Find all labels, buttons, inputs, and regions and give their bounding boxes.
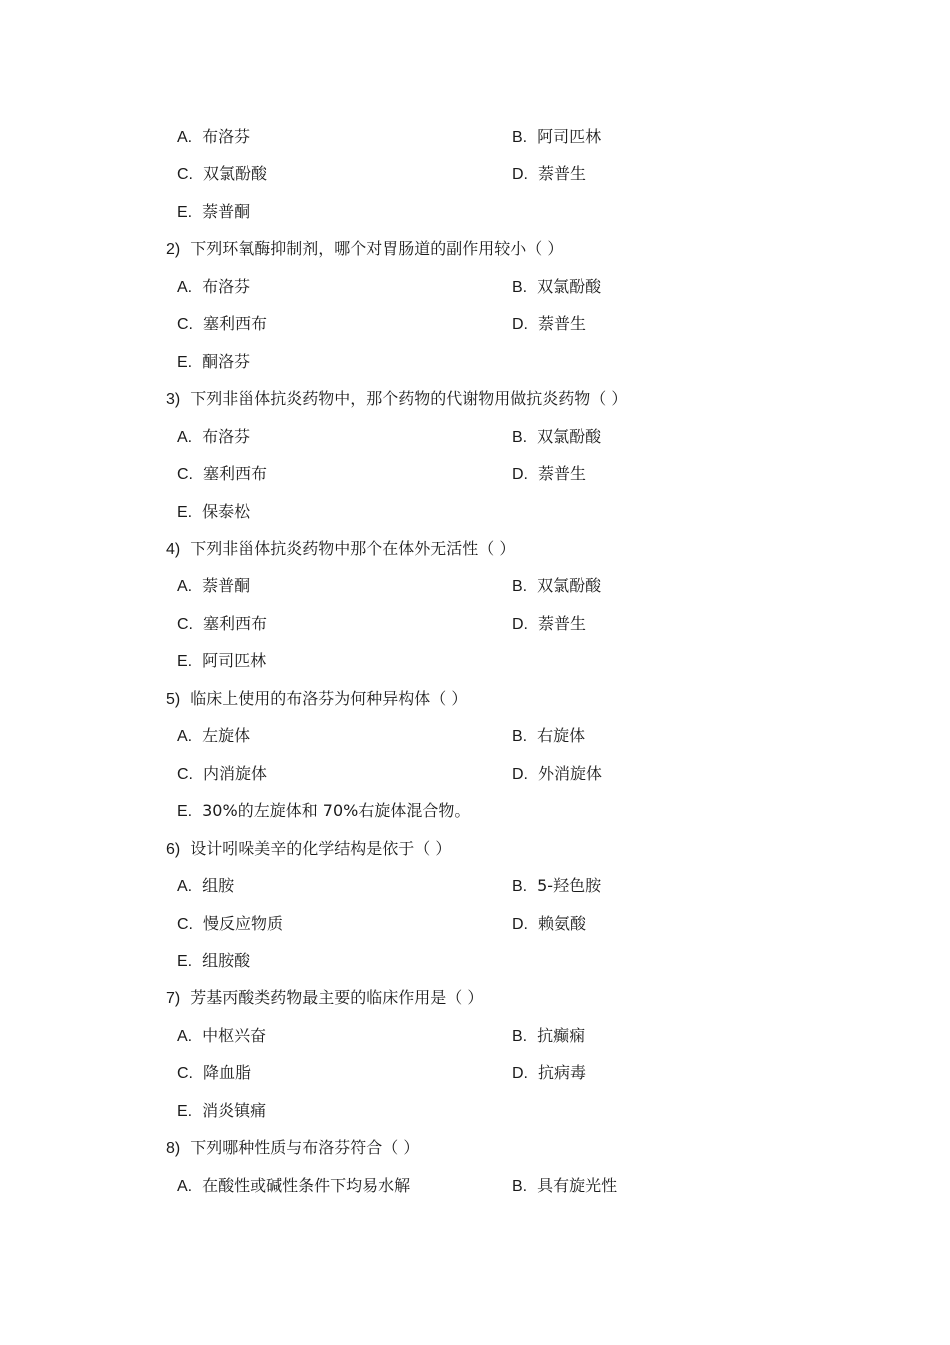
question-line [0,685,950,713]
option-left [177,910,283,939]
option-left [177,647,266,676]
question-number: 4) [166,541,181,558]
question-line [0,385,950,413]
question-line [0,835,950,863]
option-letter: B. [512,878,528,895]
option-line [0,273,950,301]
option-text: 右旋体 [537,726,586,746]
question-stem: 下列非甾体抗炎药物中那个在体外无活性（ ） [190,539,516,558]
option-letter: A. [177,428,193,446]
option-letter: E. [177,203,193,221]
option-letter: A. [177,1177,193,1195]
option-line [0,1022,950,1050]
option-right [512,1059,586,1088]
option-left [177,348,250,377]
question-line [0,984,950,1012]
option-text: 赖氨酸 [538,913,587,933]
option-text: 酮洛芬 [202,351,251,371]
question-stem: 设计吲哚美辛的化学结构是依于（ ） [190,838,452,858]
question-stem: 下列非甾体抗炎药物中，那个药物的代谢物用做抗炎药物（ ） [190,389,628,409]
question-number: 2) [166,241,181,259]
option-left [177,610,267,639]
option-letter: A. [177,129,193,146]
option-right [512,460,586,489]
question-text [166,685,467,714]
option-left [177,1097,266,1126]
option-left [177,797,470,826]
option-letter: E. [177,803,193,821]
option-letter: D. [512,915,528,933]
question-text [166,1134,419,1163]
option-line [0,947,950,975]
option-left [177,273,250,302]
option-left [177,123,250,152]
option-text: 左旋体 [202,726,251,746]
option-line [0,348,950,376]
option-letter: A. [177,878,193,895]
option-left [177,722,250,751]
option-letter: E. [177,653,193,671]
option-letter: B. [512,728,528,746]
option-left [177,760,267,789]
option-text: 萘普生 [538,464,587,484]
option-text: 5-羟色胺 [537,876,602,895]
option-line [0,872,950,900]
option-text: 外消旋体 [538,763,603,783]
option-left [177,1022,266,1051]
option-text: 萘普酮 [202,576,251,596]
option-right [512,760,602,789]
option-letter: D. [512,316,528,334]
option-letter: A. [177,278,193,296]
option-letter: B. [512,578,528,596]
option-text: 双氯酚酸 [537,576,602,596]
option-letter: A. [177,1027,193,1045]
option-text: 萘普酮 [202,201,251,221]
option-left [177,498,250,527]
option-letter: C. [177,166,193,184]
option-letter: E. [177,353,193,371]
option-text: 双氯酚酸 [537,426,602,446]
option-text: 阿司匹林 [537,127,602,146]
option-text: 双氯酚酸 [537,276,602,296]
option-line [0,123,950,151]
option-right [512,722,585,751]
option-left [177,1172,410,1201]
option-text: 具有旋光性 [537,1175,618,1195]
option-left [177,423,250,452]
option-text: 中枢兴奋 [202,1025,267,1045]
option-line [0,498,950,526]
option-left [177,1059,251,1088]
question-text [166,535,515,564]
option-letter: A. [177,578,193,596]
option-letter: D. [512,166,528,184]
option-letter: C. [177,316,193,334]
option-text: 双氯酚酸 [203,164,268,184]
option-text: 萘普生 [538,314,587,334]
option-line [0,610,950,638]
option-line [0,647,950,675]
question-text [166,984,483,1013]
option-line [0,572,950,600]
option-line [0,460,950,488]
option-line [0,797,950,825]
option-right [512,310,586,339]
option-right [512,1022,585,1051]
option-text: 保泰松 [202,501,251,521]
option-right [512,123,601,152]
option-letter: B. [512,1177,528,1195]
option-letter: C. [177,765,193,783]
option-text: 消炎镇痛 [202,1100,267,1120]
option-line [0,160,950,188]
option-left [177,460,267,489]
option-text: 内消旋体 [203,763,268,783]
option-letter: C. [177,466,193,484]
question-number: 5) [166,690,181,708]
option-letter: D. [512,615,528,633]
option-letter: E. [177,1102,193,1120]
option-letter: A. [177,728,193,746]
option-left [177,160,267,189]
option-right [512,423,601,452]
option-text: 塞利西布 [203,613,268,633]
question-stem: 下列哪种性质与布洛芬符合（ ） [190,1138,420,1158]
option-right [512,910,586,939]
option-text: 慢反应物质 [203,913,284,933]
option-left [177,310,267,339]
option-line [0,423,950,451]
option-letter: E. [177,503,193,521]
option-line [0,722,950,750]
option-text: 抗癫痫 [537,1025,586,1045]
question-stem: 芳基丙酸类药物最主要的临床作用是（ ） [190,988,484,1008]
question-line [0,535,950,563]
option-letter: B. [512,1027,528,1045]
option-letter: E. [177,952,193,970]
option-line [0,1097,950,1125]
option-left [177,947,250,976]
option-text: 抗病毒 [538,1063,587,1083]
option-text: 塞利西布 [203,464,268,484]
option-text: 降血脂 [203,1063,252,1083]
option-left [177,572,250,601]
option-text: 布洛芬 [202,426,251,446]
option-text: 在酸性或碱性条件下均易水解 [202,1175,411,1195]
option-text: 组胺酸 [202,950,251,970]
option-text: 萘普生 [538,164,587,184]
option-letter: B. [512,129,528,146]
option-text: 布洛芬 [202,127,251,146]
question-text [166,385,627,414]
question-line [0,1134,950,1162]
option-line [0,198,950,226]
option-letter: B. [512,278,528,296]
option-right [512,572,601,601]
option-right [512,160,586,189]
option-text: 布洛芬 [202,276,251,296]
option-line [0,910,950,938]
option-right [512,610,586,639]
option-text: 塞利西布 [203,314,268,334]
option-line [0,1059,950,1087]
question-stem: 下列环氧酶抑制剂，哪个对胃肠道的副作用较小（ ） [190,239,564,259]
question-number: 7) [166,990,181,1008]
option-left [177,872,234,901]
option-right [512,1172,617,1201]
question-text [166,835,451,864]
question-text [166,235,563,264]
question-number: 6) [166,840,181,858]
option-line [0,1172,950,1200]
option-text: 阿司匹林 [202,651,267,671]
question-number: 8) [166,1140,181,1158]
option-text: 组胺 [202,876,235,895]
option-letter: B. [512,428,528,446]
option-line [0,310,950,338]
option-letter: D. [512,765,528,783]
option-text: 30%的左旋体和 70%右旋体混合物。 [202,801,471,821]
option-left [177,198,250,227]
option-letter: C. [177,1065,193,1083]
question-stem: 临床上使用的布洛芬为何种异构体（ ） [190,688,468,708]
question-number: 3) [166,391,181,409]
option-letter: D. [512,466,528,484]
option-text: 萘普生 [538,613,587,633]
question-line [0,235,950,263]
option-letter: C. [177,615,193,633]
option-right [512,273,601,302]
option-line [0,760,950,788]
option-right [512,872,601,901]
option-letter: D. [512,1065,528,1083]
option-letter: C. [177,915,193,933]
